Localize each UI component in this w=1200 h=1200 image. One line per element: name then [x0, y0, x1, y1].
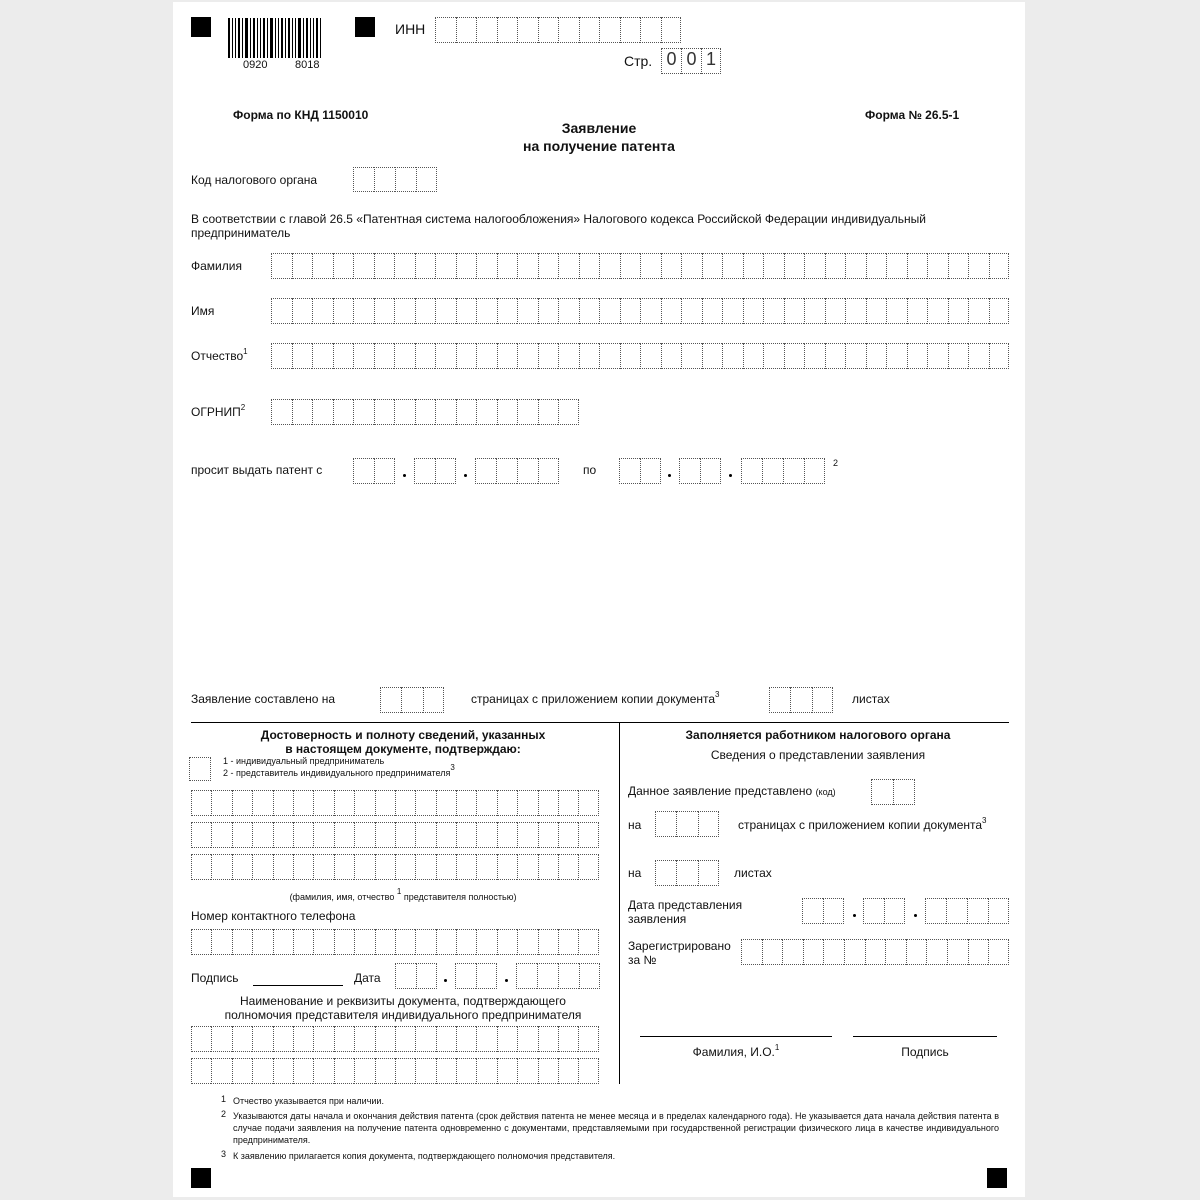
surname-cells[interactable]	[271, 253, 1009, 279]
patent-end-month[interactable]	[679, 458, 721, 484]
footnote-ref: 2	[833, 458, 839, 468]
request-from-label: просит выдать патент с	[191, 463, 323, 477]
tax-code-cells[interactable]	[353, 167, 437, 192]
ogrnip-label-text: ОГРНИП	[191, 405, 241, 419]
form-sheet	[173, 2, 1025, 1197]
inn-cells[interactable]	[435, 17, 681, 43]
patent-start-year[interactable]	[475, 458, 559, 484]
submission-date-month[interactable]	[863, 898, 905, 924]
code-label: (код)	[815, 787, 836, 797]
right-pages-label	[738, 818, 987, 834]
submitted-label	[628, 784, 836, 798]
page-number-cells[interactable]	[661, 48, 721, 74]
footnote-text: Указываются даты начала и окончания действия патента (срок действия патента не менее месяца и в пределах календарного года). Не указывается дата начала действия патента в случае подачи заявления на получение патента одновременно с документами, представляемыми при государственной регистрации физического лица в качестве индивидуального предпринимателя.	[233, 1111, 999, 1145]
signature-line[interactable]	[253, 985, 343, 986]
corner-marker-bottom-right	[987, 1168, 1007, 1188]
sign-date-day[interactable]	[395, 963, 437, 989]
date-separator	[403, 474, 406, 477]
patronymic-label-text: Отчество	[191, 349, 244, 363]
right-sheets-label: листах	[734, 866, 772, 880]
pages-count-cells[interactable]	[380, 687, 444, 713]
left-heading-2: в настоящем документе, подтверждаю:	[285, 742, 521, 756]
doc-heading: Наименование и реквизиты документа, подтверждающего	[240, 994, 566, 1008]
horizontal-divider	[191, 722, 1009, 723]
inn-label: ИНН	[395, 21, 426, 37]
fio-caption	[203, 887, 603, 903]
patronymic-label	[191, 349, 248, 365]
form-title: Заявление	[561, 120, 637, 136]
registration-number-cells[interactable]	[741, 939, 1009, 965]
footnote-number: 2	[221, 1109, 227, 1119]
form-number: Форма № 26.5-1	[865, 108, 960, 122]
pages-middle-text: страницах с приложением копии документа	[471, 692, 716, 706]
date-separator	[464, 474, 467, 477]
page-digit: 1	[701, 48, 721, 74]
right-pages-label-text: страницах с приложением копии документа	[738, 818, 983, 832]
page-label: Стр.	[624, 53, 653, 69]
doc-details-row-2[interactable]	[191, 1058, 599, 1084]
submission-date-day[interactable]	[802, 898, 844, 924]
submitted-label-text: Данное заявление представлено	[628, 784, 813, 798]
request-to-label: по	[583, 463, 597, 477]
sheets-count-cells[interactable]	[769, 687, 833, 713]
phone-label: Номер контактного телефона	[191, 909, 356, 923]
footnote-number: 3	[221, 1149, 227, 1159]
submission-code-cells[interactable]	[871, 779, 915, 805]
right-subheading: Сведения о представлении заявления	[710, 748, 926, 762]
tax-code-label: Код налогового органа	[191, 173, 318, 187]
ogrnip-cells[interactable]	[271, 399, 579, 425]
name-label: Имя	[191, 304, 215, 318]
barcode-number-1: 0920	[243, 59, 268, 71]
pages-label: Заявление составлено на	[191, 692, 336, 706]
footnote-ref: 1	[396, 887, 402, 896]
footnote-number: 1	[221, 1094, 227, 1104]
footnote-ref: 1	[774, 1043, 780, 1052]
representative-name-row-2[interactable]	[191, 822, 599, 848]
sheets-label: листах	[852, 692, 890, 706]
corner-marker-top-left	[191, 17, 211, 37]
submission-date-label-2: заявления	[628, 912, 687, 926]
registered-label: Зарегистрировано	[628, 939, 731, 953]
fio-caption-a: (фамилия, имя, отчество	[289, 892, 395, 902]
right-heading: Заполняется работником налогового органа	[685, 728, 951, 742]
corner-marker-top-right	[355, 17, 375, 37]
signer-option-1: 1 - индивидуальный предприниматель	[223, 756, 385, 766]
registered-label-2: за №	[628, 953, 657, 967]
footnote-ref: 3	[982, 816, 987, 825]
footnote-text: К заявлению прилагается копия документа, подтверждающего полномочия представителя.	[233, 1151, 616, 1161]
page-digit: 0	[661, 48, 681, 74]
phone-cells[interactable]	[191, 929, 599, 955]
footnote-ref: 3	[450, 763, 455, 772]
page-digit: 0	[681, 48, 701, 74]
corner-marker-bottom-left	[191, 1168, 211, 1188]
on-label: на	[628, 818, 642, 832]
date-separator	[729, 474, 732, 477]
right-sheets-cells[interactable]	[655, 860, 719, 886]
representative-name-row-1[interactable]	[191, 790, 599, 816]
surname-label: Фамилия	[191, 259, 242, 273]
submission-date-year[interactable]	[925, 898, 1009, 924]
patent-end-day[interactable]	[619, 458, 661, 484]
footnote-text: Отчество указывается при наличии.	[233, 1096, 384, 1106]
form-knd: Форма по КНД 1150010	[233, 108, 369, 122]
form-subtitle: на получение патента	[523, 138, 675, 154]
patent-end-year[interactable]	[741, 458, 825, 484]
on-label-2: на	[628, 866, 642, 880]
name-cells[interactable]	[271, 298, 1009, 324]
representative-name-row-3[interactable]	[191, 854, 599, 880]
right-pages-cells[interactable]	[655, 811, 719, 837]
official-signature-label: Подпись	[901, 1045, 949, 1059]
patent-start-day[interactable]	[353, 458, 395, 484]
doc-heading-2: полномочия представителя индивидуального предпринимателя	[224, 1008, 582, 1022]
official-name-label-text: Фамилия, И.О.	[692, 1045, 775, 1059]
sign-date-year[interactable]	[516, 963, 600, 989]
submission-date-label: Дата представления	[628, 898, 743, 912]
left-heading: Достоверность и полноту сведений, указанных	[260, 728, 546, 742]
signer-option-2	[223, 763, 455, 779]
barcode	[228, 16, 323, 58]
patent-start-month[interactable]	[414, 458, 456, 484]
date-separator	[914, 914, 917, 917]
vertical-divider	[619, 722, 620, 1084]
footnote-ref: 3	[715, 690, 720, 699]
date-separator	[668, 474, 671, 477]
date-separator	[853, 914, 856, 917]
patronymic-cells[interactable]	[271, 343, 1009, 369]
official-name-line[interactable]	[640, 1036, 832, 1037]
footnote-ref: 1	[243, 347, 248, 356]
signer-option-2-text: 2 - представитель индивидуального предпринимателя	[223, 768, 451, 778]
official-signature-line[interactable]	[853, 1036, 997, 1037]
date-separator	[505, 979, 508, 982]
date-separator	[444, 979, 447, 982]
footnote-ref: 2	[240, 403, 246, 412]
signer-type-cell[interactable]	[189, 757, 211, 781]
pages-middle-label	[471, 692, 720, 708]
sign-date-month[interactable]	[455, 963, 497, 989]
signature-label: Подпись	[191, 971, 239, 985]
barcode-number-2: 8018	[295, 59, 320, 71]
official-name-label	[640, 1045, 832, 1061]
intro-text: В соответствии с главой 26.5 «Патентная система налогообложения» Налогового кодекса Российской Федерации индивидуальный предприниматель	[191, 212, 926, 240]
date-label: Дата	[354, 971, 381, 985]
ogrnip-label	[191, 405, 245, 421]
fio-caption-b: представителя полностью)	[403, 892, 517, 902]
doc-details-row-1[interactable]	[191, 1026, 599, 1052]
